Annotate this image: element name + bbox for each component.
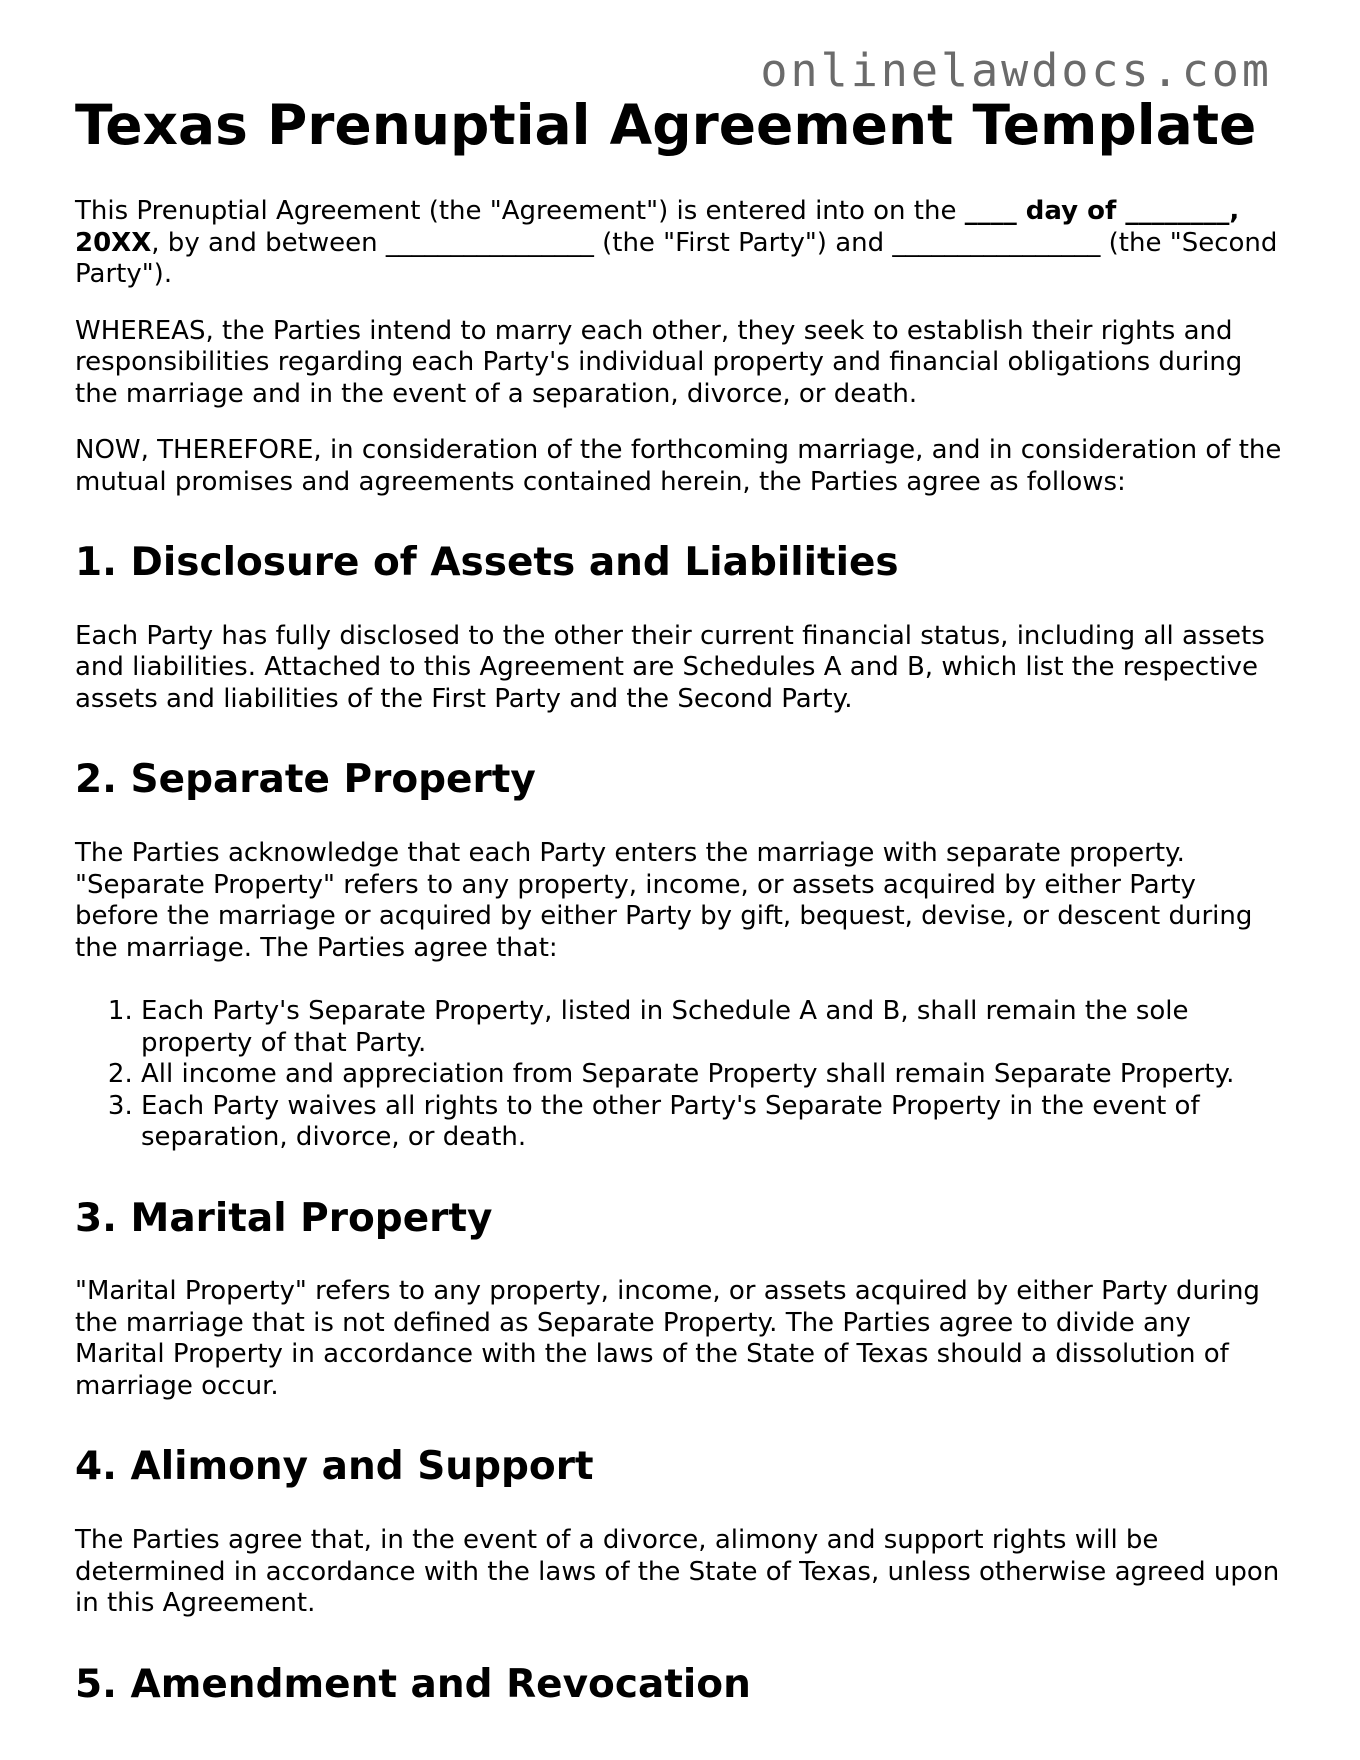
day-blank: ____ <box>964 196 1017 226</box>
year-text: 20XX <box>75 227 152 258</box>
intro-text-2: , by and between <box>151 227 386 258</box>
month-blank: ________ <box>1125 196 1230 226</box>
section-2-body: The Parties acknowledge that each Party enters the marriage with separate property. "Separate Property" refers to any property, income, or assets acquired by either Party before the marriage or acquired by either Party by gift, bequest, devise, or descent during the marriage. The Parties agree that: <box>75 838 1253 963</box>
first-party-blank: ________________ <box>385 227 594 258</box>
section-4-body: The Parties agree that, in the event of a divorce, alimony and support rights will be determined in accordance with the laws of the State of Texas, unless otherwise agreed upon in this Agreement. <box>75 1525 1280 1619</box>
comma-text: , <box>1229 196 1240 226</box>
separate-property-list <box>75 996 1285 1154</box>
intro-paragraph <box>75 196 1285 291</box>
second-party-blank: ________________ <box>892 227 1101 258</box>
list-item: 2. All income and appreciation from Separate Property shall remain Separate Property. <box>141 1059 1285 1091</box>
section-3-body: "Marital Property" refers to any property, income, or assets acquired by either Party during the marriage that is not defined as Separate Property. The Parties agree to divide any Marital Property in accordance with the laws of the State of Texas should a dissolution of marriage occur. <box>75 1276 1260 1401</box>
watermark: onlinelawdocs.com <box>760 44 1272 97</box>
document-page <box>75 92 1285 1742</box>
day-of-text: day of <box>1016 196 1126 226</box>
whereas-paragraph: WHEREAS, the Parties intend to marry each other, they seek to establish their rights and responsibilities regarding each Party's individual property and financial obligations during the marriage and in the event of a separation, divorce, or death. <box>75 315 1243 409</box>
intro-text-4: (the "Second Party"). <box>75 227 1278 289</box>
section-2-heading: 2. Separate Property <box>75 757 536 803</box>
list-item: 1. Each Party's Separate Property, listed in Schedule A and B, shall remain the sole property of that Party. <box>141 996 1285 1059</box>
list-item: 3. Each Party waives all rights to the other Party's Separate Property in the event of separation, divorce, or death. <box>141 1091 1285 1154</box>
document-title: Texas Prenuptial Agreement Template <box>75 93 1257 157</box>
section-4-heading: 4. Alimony and Support <box>75 1444 594 1490</box>
intro-text-3: (the "First Party") and <box>593 227 893 258</box>
now-therefore-paragraph: NOW, THEREFORE, in consideration of the forthcoming marriage, and in consideration of the mutual promises and agreements contained herein, the Parties agree as follows: <box>75 435 1282 497</box>
section-5-heading: 5. Amendment and Revocation <box>75 1661 751 1707</box>
intro-text-1: This Prenuptial Agreement (the "Agreement") is entered into on the <box>75 196 965 226</box>
section-1-body: Each Party has fully disclosed to the other their current financial status, including all assets and liabilities. Attached to this Agreement are Schedules A and B, which list the respective assets and liabilities of the First Party and the Second Party. <box>75 620 1265 714</box>
section-3-heading: 3. Marital Property <box>75 1195 493 1241</box>
section-1-heading: 1. Disclosure of Assets and Liabilities <box>75 540 899 585</box>
